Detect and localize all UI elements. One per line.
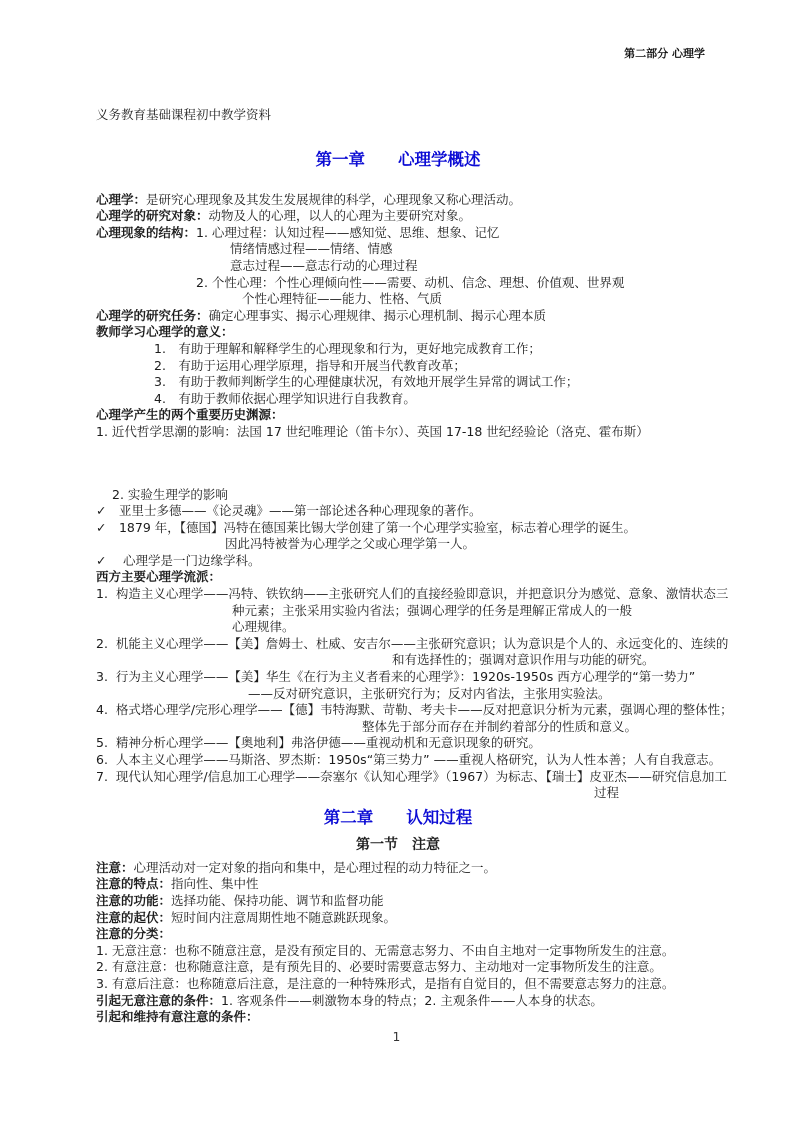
doc-line [96, 652, 700, 669]
text-segment: 6. 人本主义心理学——马斯洛、罗杰斯：1950s“第三势力” ——重视人格研究，认为人性本善；人有自我意志。 [96, 752, 722, 767]
doc-line [96, 959, 700, 976]
text-segment: 注意的起伏： [96, 909, 172, 925]
text-segment: 1. 无意注意：也称不随意注意，是没有预定目的、无需意志努力、不由自主地对一定事物所发生的注意。 [96, 942, 675, 958]
text-segment: 注意的功能： [96, 892, 172, 908]
text-segment: 因此冯特被誉为心理学之父或心理学第一人。 [225, 536, 476, 552]
doc-line [96, 553, 700, 570]
text-segment: 2. 有助于运用心理学原理，指导和开展当代教育改革； [154, 357, 466, 373]
text-segment: 7. 现代认知心理学/信息加工心理学——奈塞尔《认知心理学》（1967）为标志、【瑞士】皮亚杰——研究信息加工 [96, 768, 727, 784]
doc-line [96, 241, 700, 258]
doc-line [96, 943, 700, 960]
text-segment: 1. 近代哲学思潮的影响：法国 17 世纪唯理论（笛卡尔）、英国 17-18 世纪经验论（洛克、霍布斯） [96, 423, 649, 439]
chapter-heading [96, 148, 700, 172]
doc-line [96, 324, 700, 341]
text-segment: 心理学的研究对象： [96, 208, 209, 224]
text-segment: 注意： [96, 859, 134, 875]
text-segment: 3. 有助于教师判断学生的心理健康状况，有效地开展学生异常的调试工作； [154, 374, 579, 390]
text-segment: 是研究心理现象及其发生发展规律的科学，心理现象又称心理活动。 [146, 191, 522, 207]
page-number: 1 [392, 1030, 401, 1044]
text-segment: 过程 [594, 785, 620, 801]
text-segment: 心理学产生的两个重要历史渊源： [96, 407, 284, 423]
text-segment: 引起和维持有意注意的条件： [96, 1009, 259, 1025]
text-segment: 心理学： [96, 191, 147, 207]
text-segment: 义务教育基础课程初中教学资料 [96, 107, 272, 122]
doc-line [96, 569, 700, 586]
doc-line [96, 752, 722, 769]
text-segment: 4. 有助于教师依据心理学知识进行自我教育。 [154, 390, 416, 406]
text-segment: 确定心理事实、揭示心理规律、揭示心理机制、揭示心理本质 [208, 307, 547, 323]
doc-line [96, 407, 700, 424]
text-segment: 心理规律。 [232, 619, 295, 635]
text-segment: 种元素；主张采用实验内省法；强调心理学的任务是理解正常成人的一般 [232, 602, 633, 618]
doc-line [96, 785, 700, 802]
text-segment: 注意的特点： [96, 876, 172, 892]
text-segment: ✓ 亚里士多德——《论灵魂》——第一部论述各种心理现象的著作。 [96, 503, 482, 519]
text-segment: ✓ 心理学是一门边缘学科。 [96, 552, 261, 568]
doc-line [96, 719, 700, 736]
doc-line [96, 1009, 700, 1026]
doc-line [96, 893, 700, 910]
text-segment: 西方主要心理学流派： [96, 569, 222, 585]
text-segment: 3. 行为主义心理学——【美】华生《在行为主义者看来的心理学》：1920s-1950s 西方心理学的“第一势力” [96, 669, 696, 685]
text-segment: 1. 心理过程：认知过程——感知觉、思维、想象、记忆 [196, 224, 500, 240]
text-segment: 2. 有意注意：也称随意注意，是有预先目的、必要时需要意志努力、主动地对一定事物所发生的注意。 [96, 959, 662, 975]
text-segment: 心理现象的结构： [96, 224, 197, 240]
text-segment: 心理活动对一定对象的指向和集中，是心理过程的动力特征之一。 [133, 859, 497, 875]
doc-line [96, 876, 700, 893]
doc-line [96, 586, 729, 603]
text-segment: 3. 有意后注意：也称随意后注意，是注意的一种特殊形式，是指有自觉目的，但不需要意志努力的注意。 [96, 975, 675, 991]
doc-line [96, 487, 700, 504]
text-segment: 4. 格式塔心理学/完形心理学——【德】韦特海默、苛勒、考夫卡——反对把意识分析为元素，强调心理的整体性； [96, 702, 733, 718]
text-segment: 5. 精神分析心理学——【奥地利】弗洛伊德——重视动机和无意识现象的研究。 [96, 735, 541, 751]
doc-line [96, 192, 700, 209]
doc-line [96, 208, 700, 225]
document-content [96, 107, 733, 1026]
doc-line [96, 258, 700, 275]
text-segment: 2. 实验生理学的影响 [112, 486, 228, 502]
doc-line [96, 926, 700, 943]
text-segment: 短时间内注意周期性地不随意跳跃现象。 [171, 909, 397, 925]
section-heading [96, 836, 700, 855]
doc-line [96, 735, 700, 752]
text-segment: 第一章 心理学概述 [315, 149, 481, 169]
text-segment: 2. 个性心理：个性心理倾向性——需要、动机、信念、理想、价值观、世界观 [196, 274, 625, 290]
text-segment: 引起无意注意的条件： [96, 992, 222, 1008]
text-segment: 心理学的研究任务： [96, 307, 209, 323]
doc-line [96, 341, 700, 358]
doc-line [96, 308, 700, 325]
doc-line [96, 503, 700, 520]
text-segment: 动物及人的心理，以人的心理为主要研究对象。 [208, 208, 472, 224]
doc-line [96, 424, 700, 441]
text-segment: 2. 机能主义心理学——【美】詹姆士、杜威、安吉尔——主张研究意识；认为意识是个人的、永远变化的、连续的 [96, 635, 729, 651]
text-segment: 1. 有助于理解和解释学生的心理现象和行为，更好地完成教育工作； [154, 340, 541, 356]
doc-line [96, 635, 729, 653]
doc-line [96, 910, 700, 927]
text-segment: 个性心理特征——能力、性格、气质 [242, 291, 443, 307]
text-segment: 1. 客观条件——刺激物本身的特点；2. 主观条件——人本身的状态。 [221, 992, 603, 1008]
doc-line [96, 107, 700, 124]
doc-line [96, 702, 733, 719]
chapter-heading [96, 806, 700, 830]
doc-line [96, 768, 727, 786]
text-segment: ——反对研究意识，主张研究行为；反对内省法，主张用实验法。 [248, 685, 611, 701]
text-segment: 情绪情感过程——情绪、情感 [230, 241, 393, 257]
doc-line [96, 291, 700, 308]
doc-line [96, 225, 700, 242]
doc-line [96, 686, 700, 703]
text-segment: 和有选择性的；强调对意识作用与功能的研究。 [392, 652, 655, 668]
doc-line [96, 275, 700, 292]
doc-line [96, 669, 700, 686]
text-segment: 意志过程——意志行动的心理过程 [230, 257, 418, 273]
doc-line [96, 374, 700, 391]
text-segment: 注意的分类： [96, 926, 172, 942]
text-segment: 第二章 认知过程 [323, 807, 473, 827]
text-segment: 1. 构造主义心理学——冯特、铁钦纳——主张研究人们的直接经验即意识，并把意识分为感觉、意象、激情状态三 [96, 586, 729, 602]
text-segment: 整体先于部分而存在并制约着部分的性质和意义。 [362, 718, 638, 734]
doc-line [96, 536, 700, 553]
doc-line [96, 520, 700, 537]
text-segment: 指向性、集中性 [171, 876, 259, 892]
doc-line [96, 993, 700, 1010]
doc-line [96, 603, 700, 620]
doc-line [96, 860, 700, 877]
text-segment: 选择功能、保持功能、调节和监督功能 [171, 892, 384, 908]
text-segment: 第一节 注意 [356, 836, 440, 853]
doc-line [96, 391, 700, 408]
doc-line [96, 358, 700, 375]
doc-line [96, 976, 700, 993]
text-segment: ✓ 1879 年，【德国】冯特在德国莱比锡大学创建了第一个心理学实验室，标志着心理学的诞生。 [96, 519, 637, 535]
page-header-right: 第二部分 心理学 [624, 47, 705, 60]
doc-line [96, 619, 700, 636]
text-segment: 教师学习心理学的意义： [96, 324, 234, 340]
